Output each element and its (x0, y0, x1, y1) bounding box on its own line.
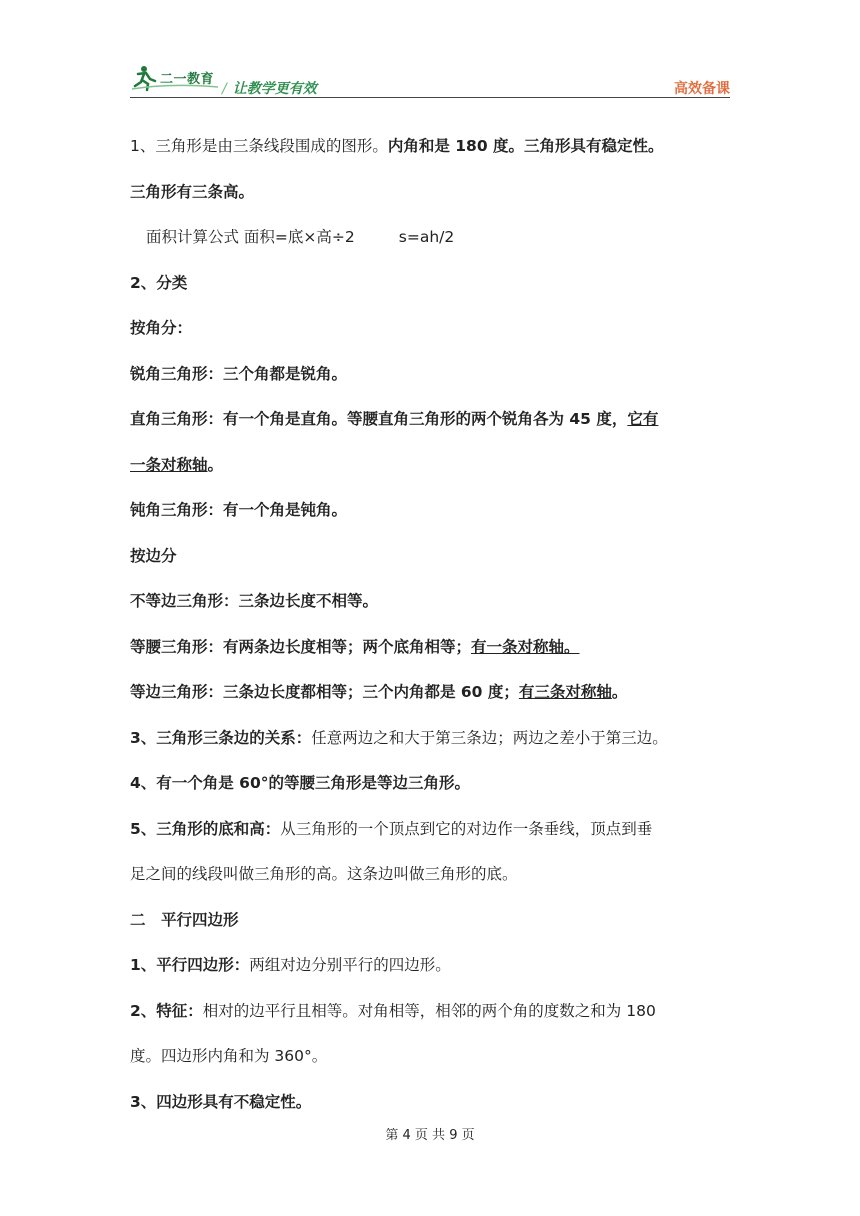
text-span-underlined: 有三条对称轴 (518, 683, 612, 701)
text-span: 两组对边分别平行的四边形。 (249, 956, 451, 974)
text-span: 。 (611, 683, 628, 701)
text-line (130, 629, 730, 675)
document-body (130, 128, 730, 1129)
section-heading: 二 平行四边形 (130, 910, 239, 929)
page-number: 第 4 页 共 9 页 (385, 1128, 475, 1143)
text-span: 相对的边平行且相等。对角相等，相邻的两个角的度数之和为 180 (202, 1001, 656, 1020)
text-span: 从三角形的一个顶点到它的对边作一条垂线，顶点到垂 (280, 819, 653, 838)
header-divider (130, 97, 730, 98)
area-formula-symbolic: s=ah/2 (398, 228, 455, 246)
section-heading: 2、分类 (130, 273, 188, 292)
text-span-underlined: 它有 (627, 410, 659, 428)
text-span-bold: 5、三角形的底和高： (130, 819, 281, 838)
text-span-bold: 2、特征： (130, 1001, 203, 1020)
text-line: 锐角三角形：三个角都是锐角。 (130, 364, 348, 383)
text-line (130, 447, 730, 493)
text-line (130, 401, 730, 447)
logo-text: 二一教育 (160, 72, 215, 87)
text-line (130, 720, 730, 766)
text-span: 等边三角形：三条边长度都相等；三个内角都是 60 度； (130, 683, 519, 701)
area-formula: 面积计算公式 面积=底×高÷2 (146, 228, 355, 246)
subheading: 按角分： (130, 319, 193, 337)
text-line: 3、四边形具有不稳定性。 (130, 1092, 312, 1111)
subheading: 按边分 (130, 546, 177, 565)
text-line (130, 674, 730, 720)
text-span: 直角三角形：有一个角是直角。等腰直角三角形的两个锐角各为 45 度， (130, 410, 628, 428)
text-line: 三角形有三条高。 (130, 182, 255, 201)
text-line (130, 993, 730, 1039)
text-line (130, 947, 730, 993)
header-brand-right: 高效备课 (674, 81, 730, 97)
page-header (130, 62, 730, 98)
text-span-bold: 3、三角形三条边的关系： (130, 728, 312, 747)
text-line: 不等边三角形：三条边长度不相等。 (130, 592, 379, 610)
text-span-underlined: 一条对称轴 (130, 455, 208, 474)
text-line: 4、有一个角是 60°的等腰三角形是等边三角形。 (130, 774, 471, 792)
text-span: 1、三角形是由三条线段围成的图形。 (130, 137, 388, 155)
text-span: 任意两边之和大于第三条边；两边之差小于第三边。 (311, 728, 668, 747)
header-slogan: / 让教学更有效 (222, 81, 317, 97)
text-line (130, 811, 730, 857)
text-span-underlined: 有一条对称轴。 (471, 637, 580, 656)
text-span-bold: 1、平行四边形： (130, 956, 250, 974)
text-span: 。 (207, 455, 224, 474)
slogan-text: 让教学更有效 (232, 81, 317, 97)
text-line (130, 128, 730, 174)
text-line: 度。四边形内角和为 360°。 (130, 1047, 328, 1065)
text-line: 足之间的线段叫做三角形的高。这条边叫做三角形的底。 (130, 865, 518, 883)
text-span-bold: 内角和是 180 度。三角形具有稳定性。 (387, 137, 664, 155)
formula-line (130, 219, 730, 265)
text-line: 钝角三角形：有一个角是钝角。 (130, 501, 348, 519)
text-span: 等腰三角形：有两条边长度相等；两个底角相等； (130, 637, 472, 656)
